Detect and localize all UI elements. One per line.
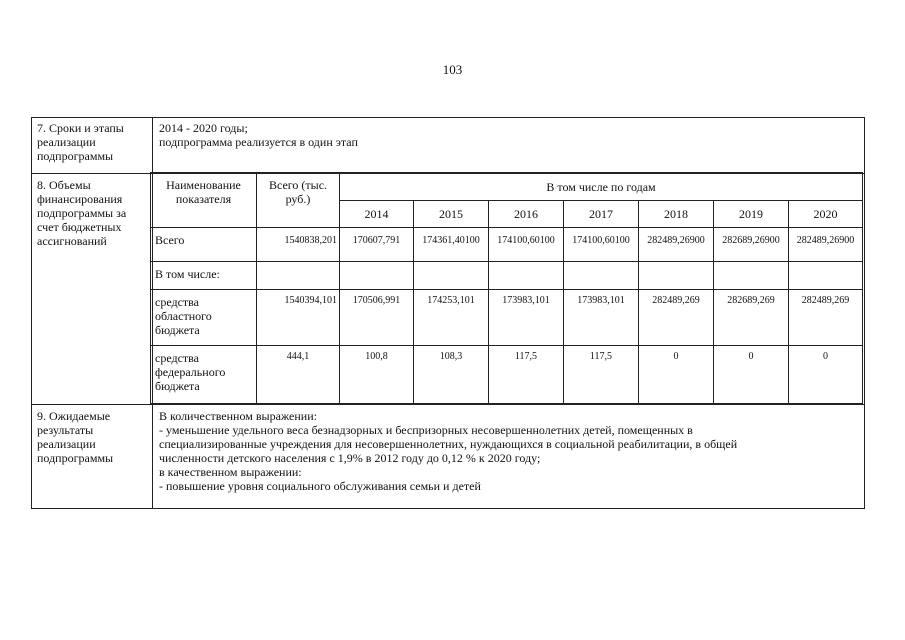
section-7-content [159, 121, 859, 149]
header-indicator-name: Наименование показателя [166, 178, 241, 206]
year-header: 2020 [813, 207, 838, 221]
cell-value: 170607,791 [352, 235, 401, 246]
cell-value: 173983,101 [577, 295, 625, 306]
section-8-label: 8. Объемы финансирования подпрограммы за счет бюджетных ассигнований [37, 178, 127, 248]
cell-value: 174100,60100 [572, 235, 630, 246]
row-label: средства федерального бюджета [155, 351, 226, 393]
section-7-line: 2014 - 2020 годы; [159, 121, 248, 135]
cell-value: 170506,991 [352, 295, 401, 306]
cell-value: 282489,269 [801, 295, 850, 306]
year-header: 2017 [589, 207, 613, 221]
year-header: 2018 [664, 207, 688, 221]
funding-table [150, 172, 863, 404]
section-9-line: численности детского населения с 1,9% в 2012 году до 0,12 % к 2020 году; [159, 451, 541, 465]
section-9-line: В количественном выражении: [159, 409, 317, 423]
cell-value: 174253,101 [427, 295, 475, 306]
year-header: 2015 [439, 207, 463, 221]
year-header: 2016 [514, 207, 538, 221]
section-9-label: 9. Ожидаемые результаты реализации подпрограммы [37, 409, 114, 465]
cell-value: 117,5 [589, 351, 613, 362]
year-header: 2014 [364, 207, 389, 221]
section-7-line: подпрограмма реализуется в один этап [159, 135, 358, 149]
cell-value: 100,8 [365, 351, 388, 362]
section-9-content [159, 409, 859, 493]
header-years-group: В том числе по годам [546, 180, 656, 194]
cell-value: 282689,26900 [722, 235, 780, 246]
cell-value: 173983,101 [502, 295, 550, 306]
row-label: средства областного бюджета [155, 295, 212, 337]
row-label: Всего [155, 233, 185, 247]
cell-value: 282489,26900 [796, 235, 855, 246]
cell-value: 117,5 [514, 351, 538, 362]
cell-value: 0 [673, 351, 679, 362]
section-7-label: 7. Сроки и этапы реализации подпрограммы [37, 121, 124, 163]
row-label: В том числе: [155, 267, 220, 281]
cell-value: 282489,26900 [647, 235, 705, 246]
cell-value: 282689,269 [727, 295, 775, 306]
year-header: 2019 [739, 207, 763, 221]
header-total: Всего (тыс. руб.) [268, 178, 328, 206]
cell-value: 108,3 [439, 351, 463, 362]
cell-value: 282489,269 [652, 295, 700, 306]
section-9-line: - повышение уровня социального обслуживания семьи и детей [159, 479, 481, 493]
cell-value: 174361,40100 [422, 235, 480, 246]
page-number: 103 [442, 62, 463, 77]
section-9-line: специализированные учреждения для несовершеннолетних, нуждающихся в социальной реабилитации, в общей [159, 437, 738, 451]
row-total-value: 1540394,101 [284, 295, 337, 306]
cell-value: 0 [823, 351, 828, 362]
section-9-line: - уменьшение удельного веса безнадзорных и беспризорных несовершеннолетних детей, помещенных в [159, 423, 693, 437]
cell-value: 0 [748, 351, 754, 362]
cell-value: 174100,60100 [497, 235, 555, 246]
row-total-value: 1540838,201 [284, 235, 337, 246]
section-9-line: в качественном выражении: [159, 465, 302, 479]
row-total-value: 444,1 [286, 351, 310, 362]
